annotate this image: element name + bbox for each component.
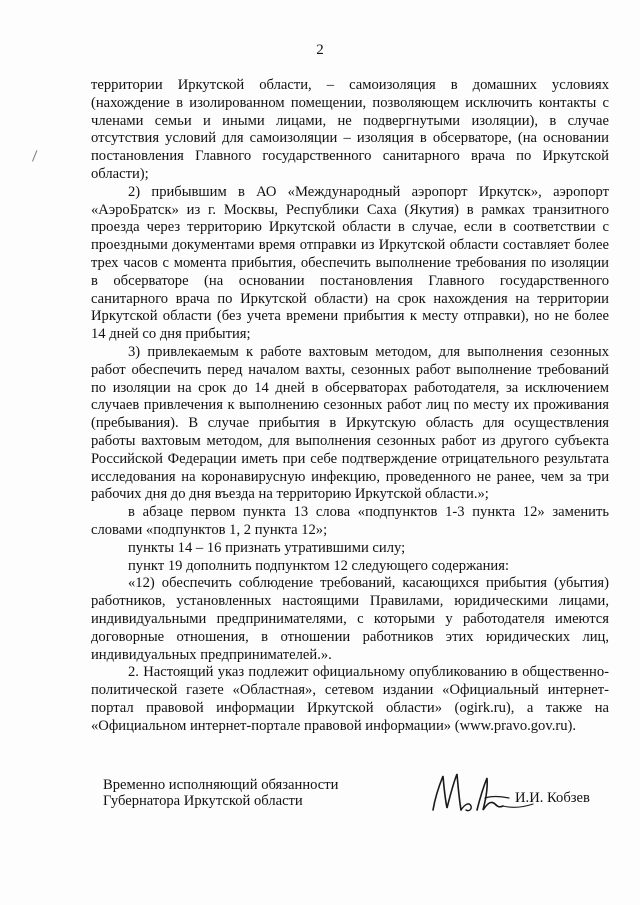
margin-pen-mark [32,150,43,164]
paragraph-1: территории Иркутской области, – самоизоляция в домашних условиях (нахождение в изолированном помещении, позволяющем исключить контакты с членами семьи и иными лицами, не подвергнутыми изоляции), в случае отсутствия условий для самоизоляции – изоляция в обсерваторе, (на основании постановления Главного государственного санитарного врача по Иркутской области); [91,77,609,182]
paragraph-8: 2. Настоящий указ подлежит официальному опубликованию в общественно-политической газете «Областная», сетевом издании «Официальный интернет-портал правовой информации Иркутской области» (ogirk.ru), а также на «Официальном интернет-портале правовой информации» (www.pravo.gov.ru). [91,664,609,734]
paragraph-7: «12) обеспечить соблюдение требований, касающихся прибытия (убытия) работников, установленных настоящими Правилами, юридическими лицами, индивидуальными предпринимателями, с которыми у работодателя имеются договорные отношения, в отношении работников этих юридических лиц, индивидуальных предпринимателей.». [91,575,609,663]
signatory-position [103,777,338,809]
signatory-position-line-2: Губернатора Иркутской области [103,793,303,809]
document-body [91,77,609,735]
signatory-position-line-1: Временно исполняющий обязанности [103,777,339,793]
paragraph-3: 3) привлекаемым к работе вахтовым методом, для выполнения сезонных работ обеспечить перед началом вахты, сезонных работ выполнение требований по изоляции на срок до 14 дней в обсерваторах работодателя, за исключением случаев привлечения к выполнению сезонных работ лиц по месту их проживания (пребывания). В случае прибытия в Иркутскую область для осуществления работы вахтовым методом, для выполнения сезонных работ из другого субъекта Российской Федерации иметь при себе подтверждение отрицательного результата исследования на коронавирусную инфекцию, проведенного не ранее, чем за три рабочих дня до дня въезда на территорию Иркутской области.»; [91,343,609,503]
paragraph-4: в абзаце первом пункта 13 слова «подпунктов 1-3 пункта 12» заменить словами «подпунктов 1, 2 пункта 12»; [91,504,609,538]
signatory-name: И.И. Кобзев [515,790,590,806]
paragraph-2: 2) прибывшим в АО «Международный аэропорт Иркутск», аэропорт «АэроБратск» из г. Москвы, Республики Саха (Якутия) в рамках транзитного проезда через территорию Иркутской области в случае, если в соответствии с проездными документами время отправки из Иркутской области составляет более трех часов с момента прибытия, обеспечить выполнение требования по изоляции в обсерваторе (на основании постановления Главного государственного санитарного врача по Иркутской области) на срок нахождения на территории Иркутской области (без учета времени прибытия к месту отправки), но не более 14 дней со дня прибытия; [91,183,609,343]
paragraph-5: пункты 14 – 16 признать утратившими силу; [128,539,406,556]
page-number: 2 [316,42,324,58]
paragraph-6: пункт 19 дополнить подпунктом 12 следующего содержания: [128,557,510,574]
